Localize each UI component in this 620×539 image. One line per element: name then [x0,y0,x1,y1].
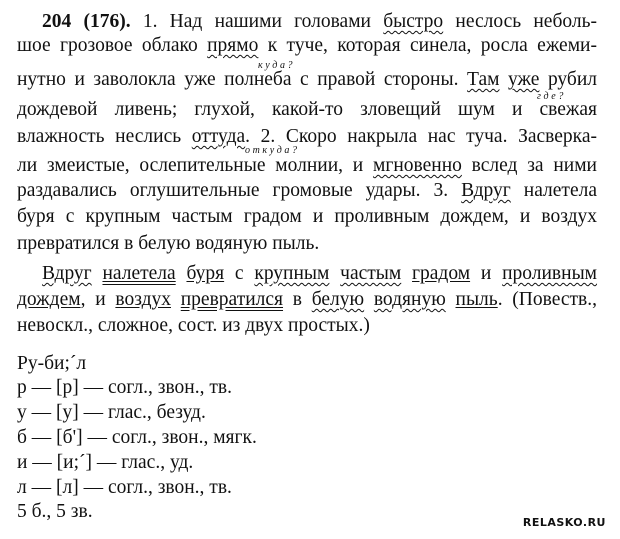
parsed-word: градом [412,263,471,284]
exercise-line-9 [0,232,620,256]
exercise-line-text: раздавались оглушительные громовые удары. 3. Вдруг налетела [17,180,597,201]
parsed-predicate: налетела [102,263,176,284]
adverb-bystro: быстро [383,11,444,32]
parsed-word: частым [340,263,402,284]
exercise-line-4 [0,98,620,122]
question-label-otkuda: откуда? [245,145,300,156]
exercise-line-6 [0,154,620,178]
adverb-vdrug: Вдруг [461,180,511,201]
exercise-line-text: шое грозовое облако прямо к туче, которая синела, росла ежеми- [17,35,597,56]
parsed-word: дождем [17,289,81,310]
adverb-uzhe: уже [508,69,540,90]
question-label-kuda: куда? [258,60,296,71]
exercise-line-text: превратился в белую водяную пыль. [17,233,320,254]
exercise-line-2 [0,34,620,58]
analysis-line-2 [0,288,620,312]
adverb-pryamo: прямо [207,35,259,56]
phonetic-word: Ру-би;´л [17,353,87,374]
watermark: RELASKO.RU [522,516,606,529]
parsed-word: пыль [455,289,498,310]
exercise-line-5 [0,125,620,149]
phonetic-row: б — [б'] — согл., звон., мягк. [17,427,257,448]
parsed-word: проливным [502,263,598,284]
parsed-word: Вдруг [42,263,92,284]
phonetic-row: р — [р] — согл., звон., тв. [17,377,232,398]
exercise-line-7 [0,179,620,203]
adverb-ottuda: оттуда [191,126,246,147]
parsed-word: белую [311,289,365,310]
parsed-predicate: превратился [180,289,284,310]
exercise-number: 204 (176). [42,11,131,32]
analysis-line-text: Вдруг налетела буря с крупным частым градом и проливным [42,263,598,284]
exercise-line-8 [0,205,620,229]
phonetic-row: и — [и;´] — глас., уд. [17,452,194,473]
phonetic-summary: 5 б., 5 зв. [17,501,93,522]
question-label-gde: где? [537,91,566,102]
exercise-line-text: 204 (176). 1. Над нашими головами быстро неслось неболь- [42,11,597,32]
phonetic-row: л — [л] — согл., звон., тв. [17,477,232,498]
analysis-line-text: невоскл., сложное, сост. из двух простых.) [17,315,370,336]
exercise-line-1 [0,10,620,34]
adverb-tam: Там [467,69,500,90]
phonetic-row: у — [у] — глас., безуд. [17,402,206,423]
exercise-line-text: нутно и заволокла уже полнеба с правой стороны. Там уже рубил [17,69,598,90]
parsed-subject: буря [186,263,225,284]
analysis-line-1 [0,262,620,286]
exercise-line-3 [0,68,620,92]
exercise-line-text: буря с крупным частым градом и проливным дождем, и воздух [17,206,597,227]
parsed-subject: воздух [115,289,171,310]
exercise-line-text: влажность неслись оттуда. 2. Скоро накрыла нас туча. Засверка- [17,126,597,147]
adverb-mgnovenno: мгновенно [372,155,462,176]
exercise-line-text: дождевой ливень; глухой, какой-то зловещий шум и свежая [17,99,597,120]
parsed-word: крупным [254,263,330,284]
analysis-line-3 [0,314,620,338]
parsed-word: водяную [373,289,446,310]
exercise-line-text: ли змеистые, ослепительные молнии, и мгновенно вслед за ними [17,155,597,176]
analysis-line-text: дождем, и воздух превратился в белую водяную пыль. (Повеств., [17,289,598,310]
